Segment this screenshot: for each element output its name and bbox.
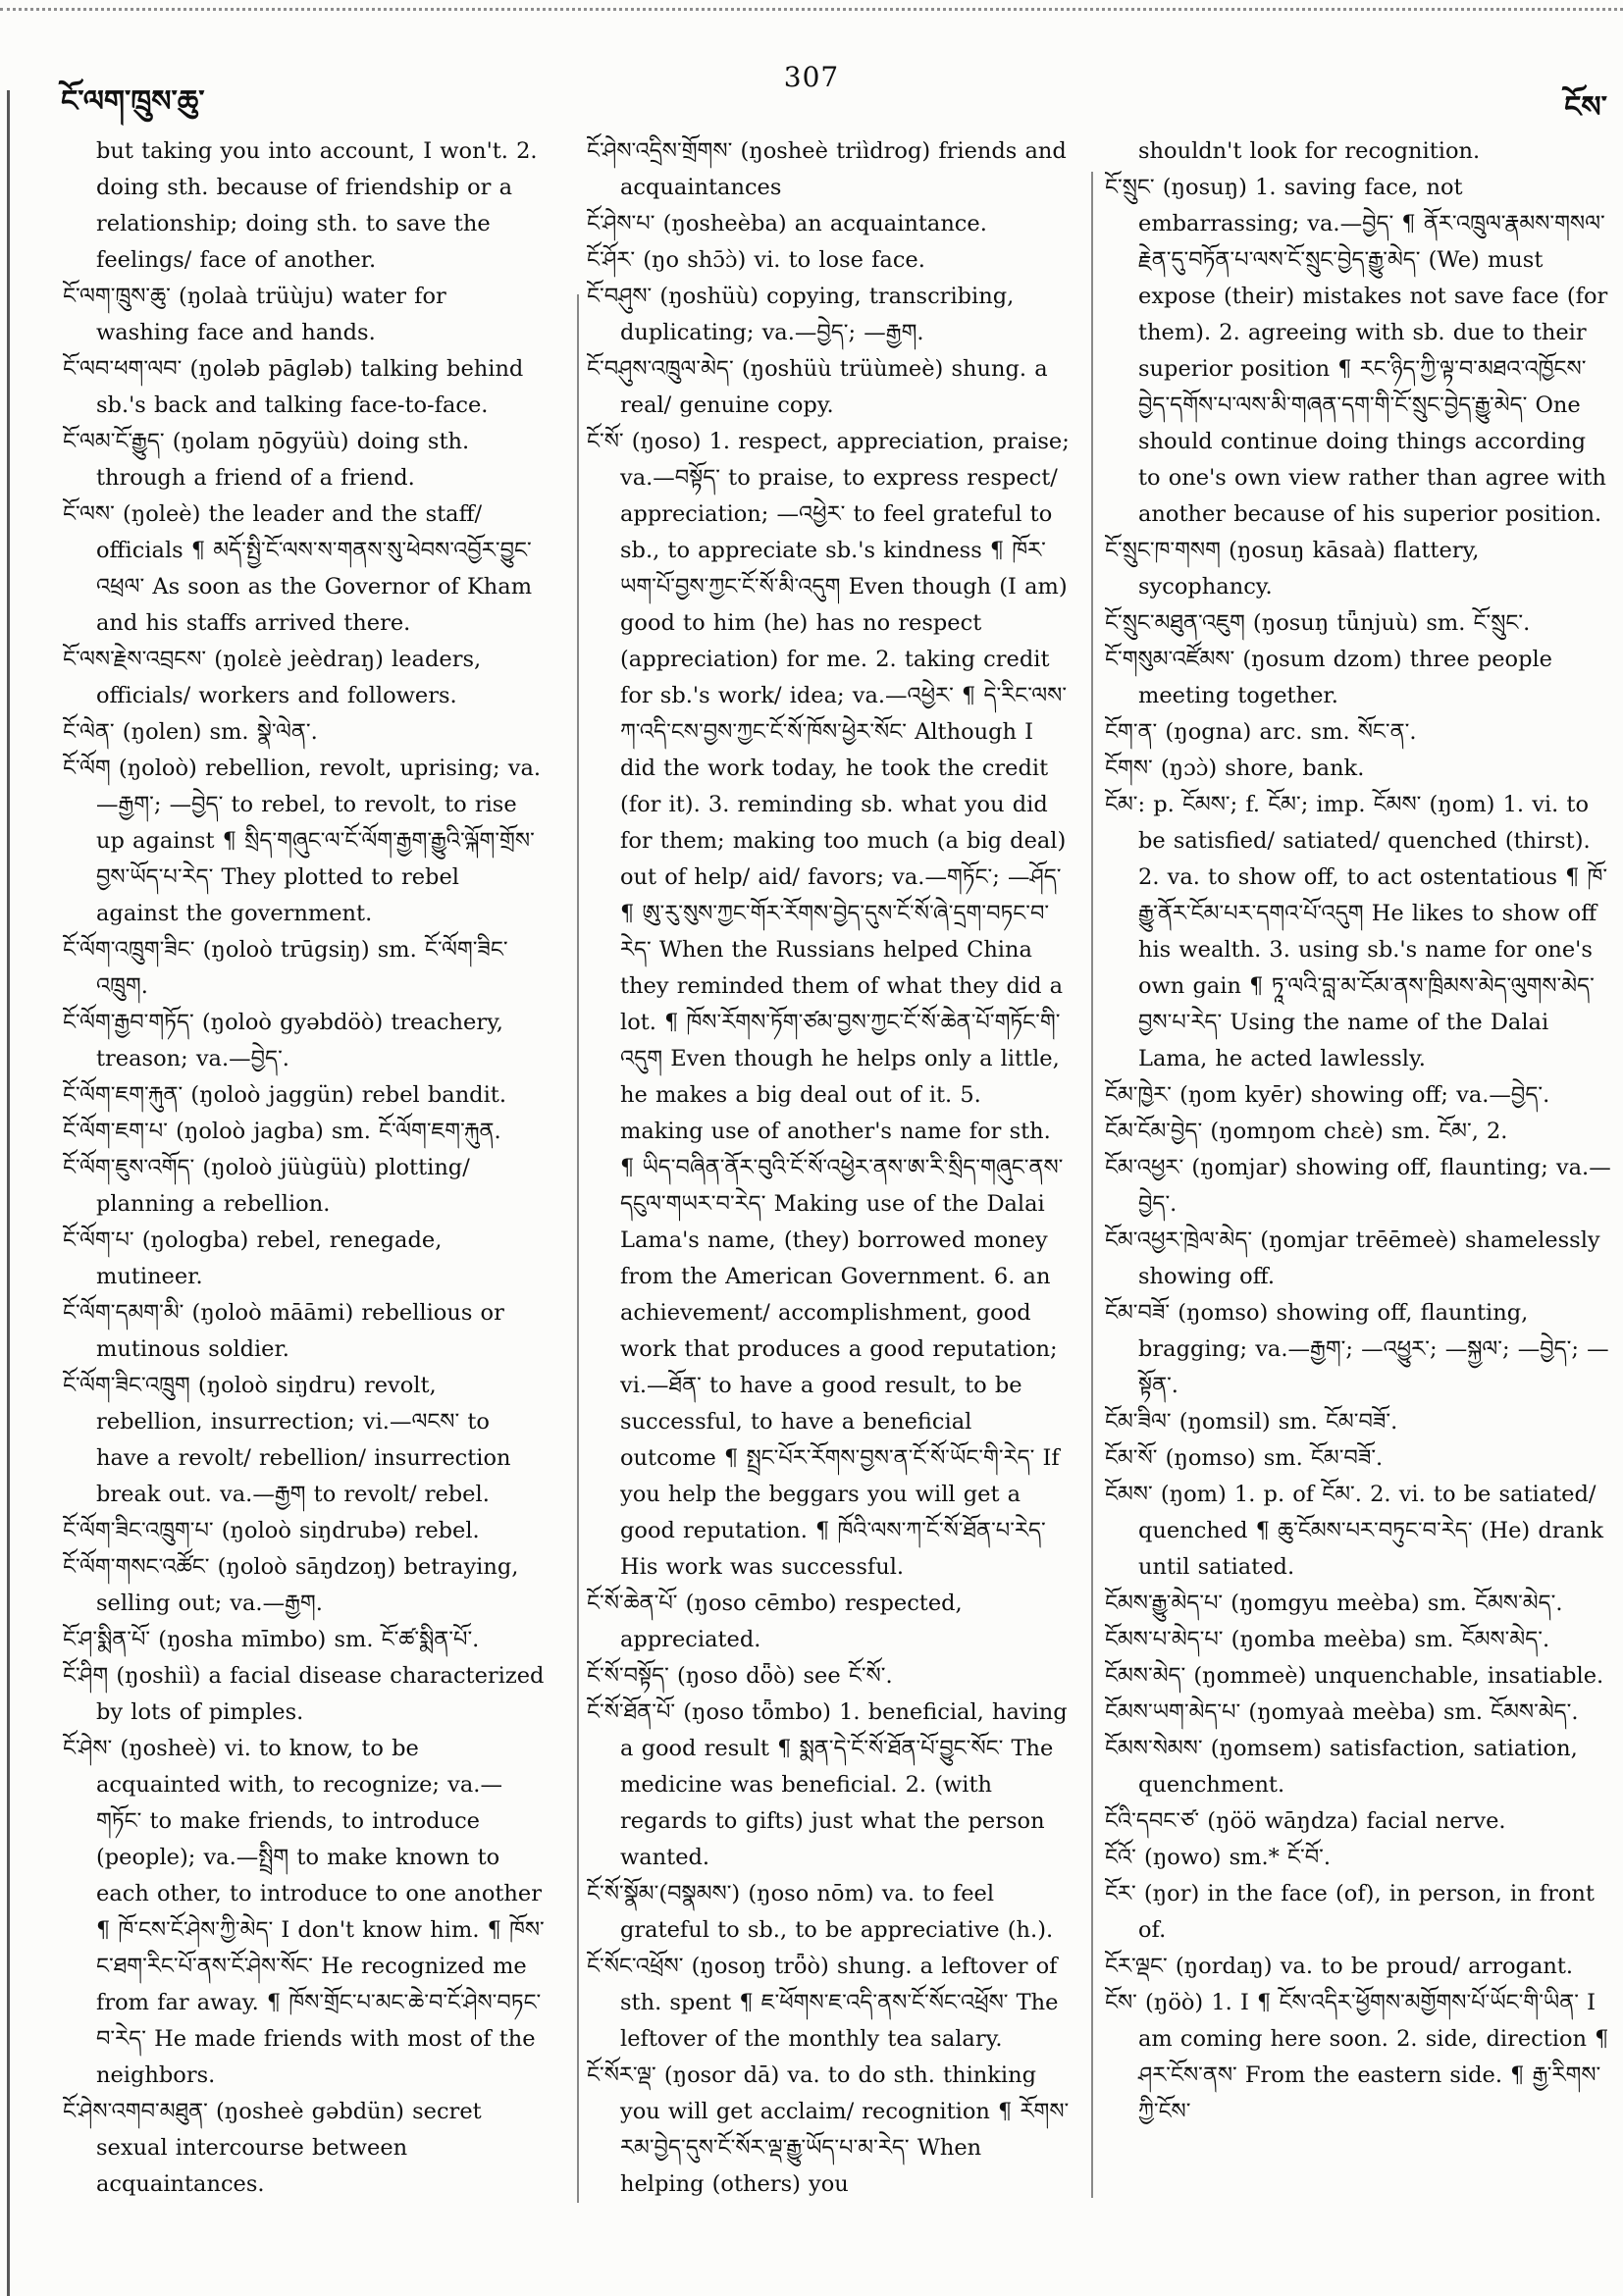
dictionary-entry: ངོ་ཤེས་འདྲིས་གྲོགས་ (ŋosheè triìdrog) friends and acquaintances (587, 138, 1067, 200)
dictionary-entry: ངོ་ལས་རྗེས་འབྲངས་ (ŋolɛè jeèdraŋ) leaders, officials/ workers and followers. (63, 647, 482, 708)
dictionary-entry: ངོ་སོང་འཕྲོས་ (ŋosoŋ trȫò) shung. a leftover of sth. spent ¶ ཇ་ཕོགས་ཇ་འདི་ནས་ངོ་སོང་འཕྲོས་ The leftover of the monthly tea salary. (587, 1954, 1059, 2052)
dictionary-entry: ངོ་ལོག་གསང་འཚོང་ (ŋoloò sāŋdzoŋ) betraying, selling out; va.—རྒྱག. (63, 1554, 519, 1616)
dictionary-entry: ངོམ་ངོམ་བྱེད་ (ŋomŋom chɛè) sm. ངོམ་, 2. (1105, 1119, 1508, 1144)
dictionary-entry: ངོར་ལྡང་ (ŋordaŋ) va. to be proud/ arrogant. (1105, 1954, 1574, 1979)
dictionary-entry: ངོམ་བཟོ་ (ŋomso) showing off, flaunting, bragging; va.—རྒྱག་; —འཕྱུར་; —སྐྱལ་; —བྱེད་; —སྟོན་. (1105, 1300, 1609, 1398)
dictionary-entry: ངོམས་མེད་ (ŋommeè) unquenchable, insatiable. (1105, 1663, 1604, 1689)
dictionary-entry: ངོ་ལོག་པ་ (ŋologba) rebel, renegade, mutineer. (63, 1227, 443, 1289)
dictionary-entry: ངོམས་པ་མེད་པ་ (ŋomba meèba) sm. ངོམས་མེད་. (1105, 1627, 1550, 1652)
dictionary-entry: ངོམ་ཟིལ་ (ŋomsil) sm. ངོམ་བཟོ་. (1105, 1409, 1398, 1435)
dictionary-entry: ངོམ་འཕྱར་ (ŋomjar) showing off, flaunting; va.—བྱེད་. (1105, 1155, 1611, 1217)
dictionary-entry: ངོ་ཤ་སྨིན་པོ་ (ŋosha mīmbo) sm. ངོ་ཚ་སྨིན་པོ་. (63, 1627, 480, 1652)
column-divider-line-2 (1091, 172, 1093, 2198)
column-2 (587, 133, 1072, 2253)
dictionary-entry: ངོ་སོ་བསྟོད་ (ŋoso dȫò) see ངོ་སོ་. (587, 1663, 893, 1689)
dictionary-entry: ངོགས་ (ŋɔɔ̀) shore, bank. (1105, 756, 1365, 781)
scan-left-edge-line (7, 90, 10, 2296)
dictionary-entry: ངོམས་ (ŋom) 1. p. of ངོམ་. 2. vi. to be satiated/ quenched ¶ ཆུ་ངོམས་པར་བཏུང་བ་རེད་ (He) drank until satiated. (1105, 1482, 1604, 1580)
dictionary-entry: ངོ་ལོག་ཇག་རྐུན་ (ŋoloò jaggün) rebel bandit. (63, 1082, 506, 1108)
header-guide-word-right: ངོས་ (1564, 90, 1607, 125)
dictionary-entry: ངོས་ (ŋöò) 1. I ¶ ངོས་འདིར་ཕྱོགས་མགྱོགས་པོ་ཡོང་གི་ཡིན་ I am coming here soon. 2. side, direction ¶ ཤར་ངོས་ནས་ From the eastern side. ¶ རྒྱ་རིགས་ཀྱི་ངོས་ (1105, 1990, 1609, 2124)
dictionary-entry: ངོམ་ཁྱེར་ (ŋom kyēr) showing off; va.—བྱེད་. (1105, 1082, 1550, 1108)
dictionary-entry: ངོ་ལབ་ཕག་ལབ་ (ŋoləb pāgləb) talking behind sb.'s back and talking face-to-face. (63, 356, 524, 418)
dictionary-entry: ངོ་ལེན་ (ŋolen) sm. སྣེ་ལེན་. (63, 719, 318, 745)
dictionary-entry: ངོ་ལོག་ཟིང་འཁྲུག་པ་ (ŋoloò siŋdrubə) rebel. (63, 1518, 480, 1543)
dictionary-entry: ངོ་ལོག་འཁྲུག་ཟིང་ (ŋoloò trūgsiŋ) sm. ངོ་ལོག་ཟིང་འཁྲུག. (63, 937, 508, 999)
dictionary-entry: ངོ་ལམ་ངོ་རྒྱུད་ (ŋolam ŋōgyüù) doing sth. through a friend of a friend. (63, 429, 470, 491)
dictionary-entry: ངོའི་དབང་ཙ་ (ŋöö wāŋdza) facial nerve. (1105, 1808, 1506, 1834)
dictionary-entry: ངོམས་རྒྱུ་མེད་པ་ (ŋomgyu meèba) sm. ངོམས་མེད་. (1105, 1591, 1563, 1616)
dictionary-entry: ངོམ་འཕྱར་ཁྲེལ་མེད་ (ŋomjar trēēmeè) shamelessly showing off. (1105, 1227, 1600, 1289)
dictionary-entry: ངོ་ཤིག (ŋoshiì) a facial disease characterized by lots of pimples. (63, 1663, 545, 1725)
column-divider-line-1 (577, 294, 579, 2203)
dictionary-entry: ངོ་ལོག་ཟིང་འཁྲུག (ŋoloò siŋdru) revolt, rebellion, insurrection; vi.—ལངས་ to have a revolt/ rebellion/ insurrection break out. va.—རྒྱག to revolt/ rebel. (63, 1373, 511, 1507)
dictionary-entry: ངོག་ན་ (ŋogna) arc. sm. སོང་ན་. (1105, 719, 1417, 745)
dictionary-entry: ངོ་ལོག་ཇུས་འགོད་ (ŋoloò jüùgüù) plotting/ planning a rebellion. (63, 1155, 470, 1217)
dictionary-entry: ངོ་བཤུས་འཁྲུལ་མེད་ (ŋoshüù trüùmeè) shung. a real/ genuine copy. (587, 356, 1048, 418)
dictionary-entry: ངོ་ལོག (ŋoloò) rebellion, revolt, uprising; va.—རྒྱག་; —བྱེད་ to rebel, to revolt, to rise up against ¶ སྲིད་གཞུང་ལ་ངོ་ལོག་རྒྱག་རྒྱུའི་ལྐོག་གྲོས་བྱས་ཡོད་པ་རེད་ They plotted to rebel against the government. (63, 756, 542, 926)
dictionary-entry: ངོ་བཤུས་ (ŋoshüù) copying, transcribing, duplicating; va.—བྱེད་; —རྒྱག. (587, 284, 1015, 345)
header-guide-word-left: ངོ་ལག་ཁྲུས་ཆུ་ (61, 84, 205, 119)
dictionary-entry: ངོ་གསུམ་འཛོམས་ (ŋosum dzom) three people meeting together. (1105, 647, 1552, 708)
entry-continuation: but taking you into account, I won't. 2. doing sth. because of friendship or a relationship; doing sth. to save the feelings/ face of another. (96, 138, 538, 273)
column-3 (1105, 133, 1613, 2253)
dictionary-entry: ངོམས་སེམས་ (ŋomsem) satisfaction, satiation, quenchment. (1105, 1736, 1578, 1798)
dictionary-entry: ངོ་ལོག་རྒྱབ་གཏོད་ (ŋoloò gyəbdöò) treachery, treason; va.—བྱེད་. (63, 1010, 503, 1071)
dictionary-entry: ངོ་ལོག་དམག་མི་ (ŋoloò māāmi) rebellious or mutinous soldier. (63, 1300, 504, 1362)
dictionary-entry: ངོམ་སོ་ (ŋomso) sm. ངོམ་བཟོ་. (1105, 1445, 1384, 1471)
dictionary-entry: ངོ་ལས་ (ŋoleè) the leader and the staff/ officials ¶ མདོ་སྤྱི་ངོ་ལས་ས་གནས་སུ་ཕེབས་འབྱོར་བྱུང་འཕྲལ་ As soon as the Governor of Kham and his staffs arrived there. (63, 501, 533, 636)
dictionary-entry: ངོ་སྲུང་ཁ་གསག (ŋosuŋ kāsaà) flattery, sycophancy. (1105, 538, 1480, 600)
dictionary-entry: ངོ་ཤེས་ (ŋosheè) vi. to know, to be acquainted with, to recognize; va.—གཏོང་ to make friends, to introduce (people); va.—སྤྲིག to make known to each other, to introduce to one another ¶ ཁོ་ངས་ངོ་ཤེས་ཀྱི་མེད་ I don't know him. ¶ ཁོས་ང་ཐག་རིང་པོ་ནས་ངོ་ཤེས་སོང་ He recognized me from far away. ¶ ཁོས་གྲོང་པ་མང་ཆེ་བ་ངོ་ཤེས་བཏང་བ་རེད་ He made friends with most of the neighbors. (63, 1736, 545, 2088)
dictionary-entry: ངོ་སོ་སྣོམ་(བསྣམས་) (ŋoso nōm) va. to feel grateful to sb., to be appreciative (h.). (587, 1881, 1054, 1943)
dictionary-entry: ངོ་ལག་ཁྲུས་ཆུ་ (ŋolaà trüùju) water for washing face and hands. (63, 284, 446, 345)
dictionary-entry: ངོ་ལོག་ཇག་པ་ (ŋoloò jagba) sm. ངོ་ལོག་ཇག་རྐུན. (63, 1119, 501, 1144)
scan-top-dotted-line (0, 8, 1623, 11)
dictionary-entry: ངོའོ་ (ŋowo) sm.* ངོ་བོ་. (1105, 1845, 1332, 1870)
dictionary-entry: ངོ་ཤེས་འགབ་མཐུན་ (ŋosheè gəbdün) secret sexual intercourse between acquaintances. (63, 2099, 482, 2197)
dictionary-entry: ངོ་སོ་ (ŋoso) 1. respect, appreciation, praise; va.—བསྟོད་ to praise, to express respect/ appreciation; —འཕྱེར་ to feel grateful to sb., to appreciate sb.'s kindness ¶ ཁོར་ཡག་པོ་བྱས་ཀྱང་ངོ་སོ་མི་འདུག Even though (I am) good to him (he) has no respect (appreciation) for me. 2. taking credit for sb.'s work/ idea; va.—འཕྱེར་ ¶ དེ་རིང་ལས་ཀ་འདི་ངས་བྱས་ཀྱང་ངོ་སོ་ཁོས་ཕྱེར་སོང་ Although I did the work today, he took the credit (for it). 3. reminding sb. what you did for them; making too much (a big deal) out of help/ aid/ favors; va.—གཏོང་; —ཤོད་ ¶ ཨུ་རུ་སུས་ཀྱང་གོར་རོགས་བྱེད་དུས་ངོ་སོ་ཞེ་དྲག་བཏང་བ་རེད་ When the Russians helped China they reminded them of what they did a lot. ¶ ཁོས་རོགས་ཏོག་ཙམ་བྱས་ཀྱང་ངོ་སོ་ཆེན་པོ་གཏོང་གི་འདུག Even though he helps only a little, he makes a big deal out of it. 5. making use of another's name for sth. ¶ ཡིད་བཞིན་ནོར་བུའི་ངོ་སོ་འཕྱེར་ནས་ཨ་རི་སྲིད་གཞུང་ནས་དངུལ་གཡར་བ་རེད་ Making use of the Dalai Lama's name, (they) borrowed money from the American Government. 6. an achievement/ accomplishment, good work that produces a good reputation; vi.—ཐོན་ to have a good result, to be successful, to have a beneficial outcome ¶ སྤྲང་པོར་རོགས་བྱས་ན་ངོ་སོ་ཡོང་གི་རེད་ If you help the beggars you will get a good reputation. ¶ ཁོའི་ལས་ཀ་ངོ་སོ་ཐོན་པ་རེད་ His work was successful. (587, 429, 1070, 1580)
dictionary-entry: ངོ་སོ་ཐོན་པོ་ (ŋoso tȫmbo) 1. beneficial, having a good result ¶ སྨན་དེ་ངོ་སོ་ཐོན་པོ་བྱུང་སོང་ The medicine was beneficial. 2. (with regards to gifts) just what the person wanted. (587, 1699, 1068, 1870)
dictionary-entry: ངོ་སྲུང་མཐུན་འཇུག (ŋosuŋ tǖnjuù) sm. ངོ་སྲུང་. (1105, 610, 1531, 636)
dictionary-entry: ངོར་ (ŋor) in the face (of), in person, in front of. (1105, 1881, 1595, 1943)
dictionary-entry: ངོ་ཤོར་ (ŋo shɔ̄ɔ̀) vi. to lose face. (587, 247, 925, 273)
column-1 (63, 133, 546, 2253)
page-number: 307 (783, 61, 840, 93)
dictionary-entry: ངོམས་ཡག་མེད་པ་ (ŋomyaà meèba) sm. ངོམས་མེད་. (1105, 1699, 1579, 1725)
dictionary-entry: ངོ་སོ་ཆེན་པོ་ (ŋoso cēmbo) respected, appreciated. (587, 1591, 963, 1652)
dictionary-entry: ངོ་ཤེས་པ་ (ŋosheèba) an acquaintance. (587, 211, 987, 236)
entry-continuation: shouldn't look for recognition. (1138, 138, 1481, 164)
dictionary-entry: ངོ་སོར་ལྡ་ (ŋosor dā) va. to do sth. thinking you will get acclaim/ recognition ¶ རོགས་རམ་བྱེད་དུས་ངོ་སོར་ལྡ་རྒྱུ་ཡོད་པ་མ་རེད་ When helping (others) you (587, 2062, 1070, 2197)
dictionary-entry: ངོ་སྲུང་ (ŋosuŋ) 1. saving face, not embarrassing; va.—བྱེད་ ¶ ནོར་འཁྲུལ་རྣམས་གསལ་རྗེན་དུ་བཏོན་པ་ལས་ངོ་སྲུང་བྱེད་རྒྱུ་མེད་ (We) must expose (their) mistakes not save face (for them). 2. agreeing with sb. due to their superior position ¶ རང་ཉིད་ཀྱི་ལྟ་བ་མཐའ་འཁྱོངས་བྱེད་དགོས་པ་ལས་མི་གཞན་དག་གི་ངོ་སྲུང་བྱེད་རྒྱུ་མེད་ One should continue doing things according to one's own view rather than agree with another because of his superior position. (1105, 175, 1608, 527)
dictionary-entry: ངོམ་: p. ངོམས་; f. ངོམ་; imp. ངོམས་ (ŋom) 1. vi. to be satisfied/ satiated/ quenched (thirst). 2. va. to show off, to act ostentatious ¶ ཁོ་རྒྱུ་ནོར་ངོམ་པར་དགའ་པོ་འདུག He likes to show off his wealth. 3. using sb.'s name for one's own gain ¶ ཏཱ་ལའི་བླ་མ་ངོམ་ནས་ཁྲིམས་མེད་ལུགས་མེད་བྱས་པ་རེད་ Using the name of the Dalai Lama, he acted lawlessly. (1105, 792, 1608, 1071)
